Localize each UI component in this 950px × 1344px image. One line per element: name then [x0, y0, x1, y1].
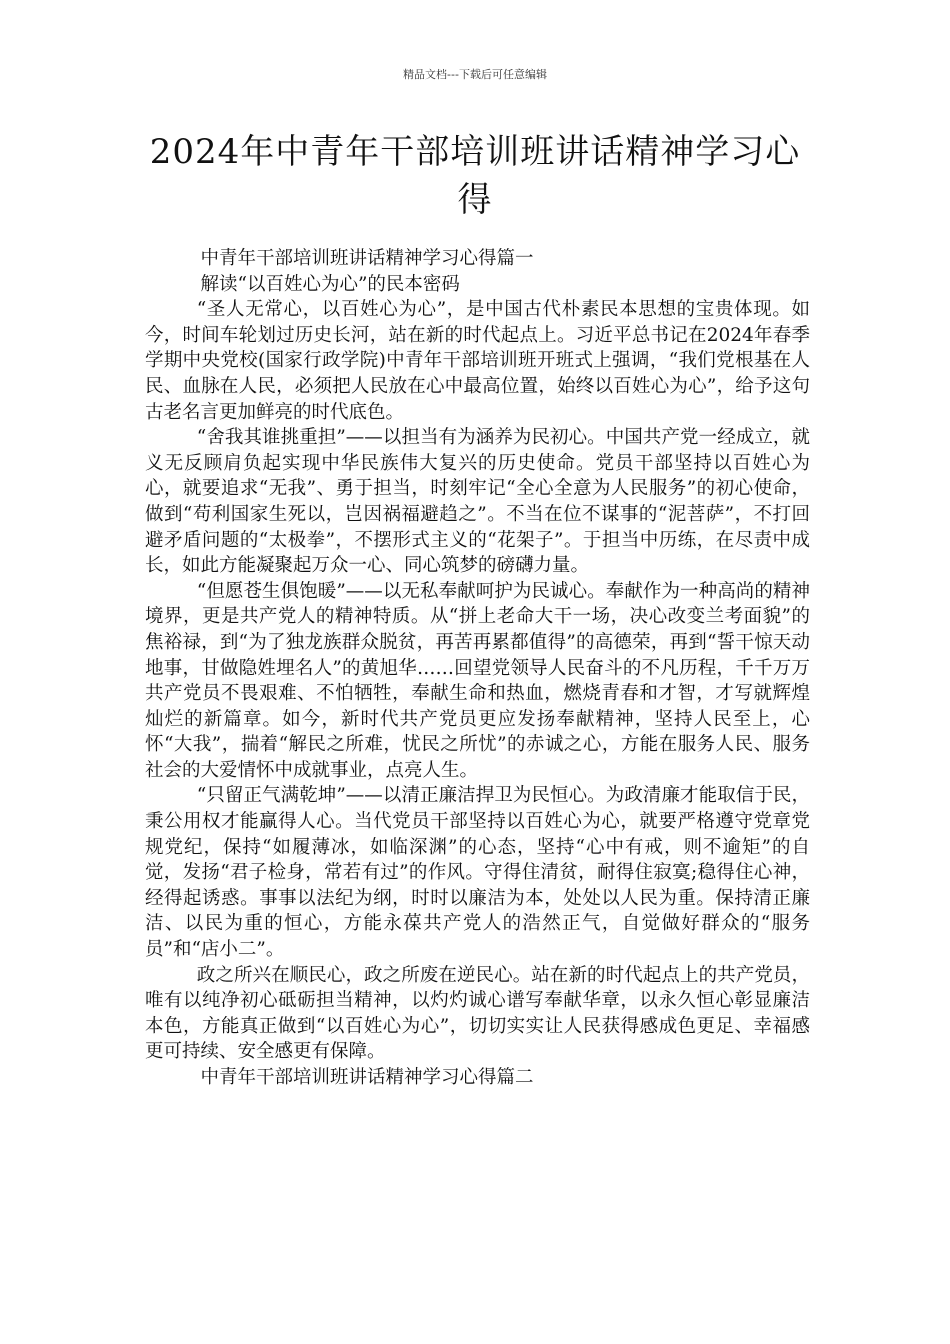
section-heading-1: 中青年干部培训班讲话精神学习心得篇一	[200, 248, 534, 269]
document-title: 2024年中青年干部培训班讲话精神学习心得	[149, 132, 801, 220]
section-heading-2: 中青年干部培训班讲话精神学习心得篇二	[200, 1067, 534, 1088]
section-subtitle: 解读“以百姓心为心”的民本密码	[200, 273, 460, 295]
body-paragraph-5: 政之所兴在顺民心，政之所废在逆民心。站在新的时代起点上的共产党员，唯有以纯净初心砥砺担当精神，以灼灼诚心谱写奉献华章，以永久恒心彰显廉洁本色，方能真正做到“以百姓心为心”，切切实实让人民获得感成色更足、幸福感更可持续、安全感更有保障。	[145, 964, 810, 1063]
page-header-note: 精品文档---下载后可任意编辑	[403, 68, 547, 81]
document-body	[145, 246, 810, 1091]
body-paragraph-4: “只留正气满乾坤”——以清正廉洁捍卫为民恒心。为政清廉才能取信于民，秉公用权才能赢得人心。当代党员干部坚持以百姓心为心，就要严格遵守党章党规党纪，保持“如履薄冰，如临深渊”的心态，坚持“心中有戒，则不逾矩”的自觉，发扬“君子检身，常若有过”的作风。守得住清贫，耐得住寂寞;稳得住心神，经得起诱惑。事事以法纪为纲，时时以廉洁为本，处处以人民为重。保持清正廉洁、以民为重的恒心，方能永葆共产党人的浩然正气，自觉做好群众的“服务员”和“店小二”。	[145, 785, 810, 961]
body-paragraph-2: “舍我其谁挑重担”——以担当有为涵养为民初心。中国共产党一经成立，就义无反顾肩负起实现中华民族伟大复兴的历史使命。党员干部坚持以百姓心为心，就要追求“无我”、勇于担当，时刻牢记“全心全意为人民服务”的初心使命，做到“苟利国家生死以，岂因祸福避趋之”。不当在位不谋事的“泥菩萨”，不打回避矛盾问题的“太极拳”，不摆形式主义的“花架子”。于担当中历练，在尽责中成长，如此方能凝聚起万众一心、同心筑梦的磅礴力量。	[145, 427, 810, 577]
body-paragraph-1: “圣人无常心，以百姓心为心”，是中国古代朴素民本思想的宝贵体现。如今，时间车轮划过历史长河，站在新的时代起点上。习近平总书记在2024年春季学期中央党校(国家行政学院)中青年干部培训班开班式上强调，“我们党根基在人民、血脉在人民，必须把人民放在心中最高位置，始终以百姓心为心”，给予这句古老名言更加鲜亮的时代底色。	[145, 299, 810, 423]
body-paragraph-3: “但愿苍生俱饱暖”——以无私奉献呵护为民诚心。奉献作为一种高尚的精神境界，更是共产党人的精神特质。从“拼上老命大干一场，决心改变兰考面貌”的焦裕禄，到“为了独龙族群众脱贫，再苦再累都值得”的高德荣，再到“誓干惊天动地事，甘做隐姓埋名人”的黄旭华……回望党领导人民奋斗的不凡历程，千千万万共产党员不畏艰难、不怕牺牲，奉献生命和热血，燃烧青春和才智，才写就辉煌灿烂的新篇章。如今，新时代共产党员更应发扬奉献精神，坚持人民至上，心怀“大我”，揣着“解民之所难，忧民之所忧”的赤诚之心，方能在服务人民、服务社会的大爱情怀中成就事业，点亮人生。	[145, 580, 810, 781]
